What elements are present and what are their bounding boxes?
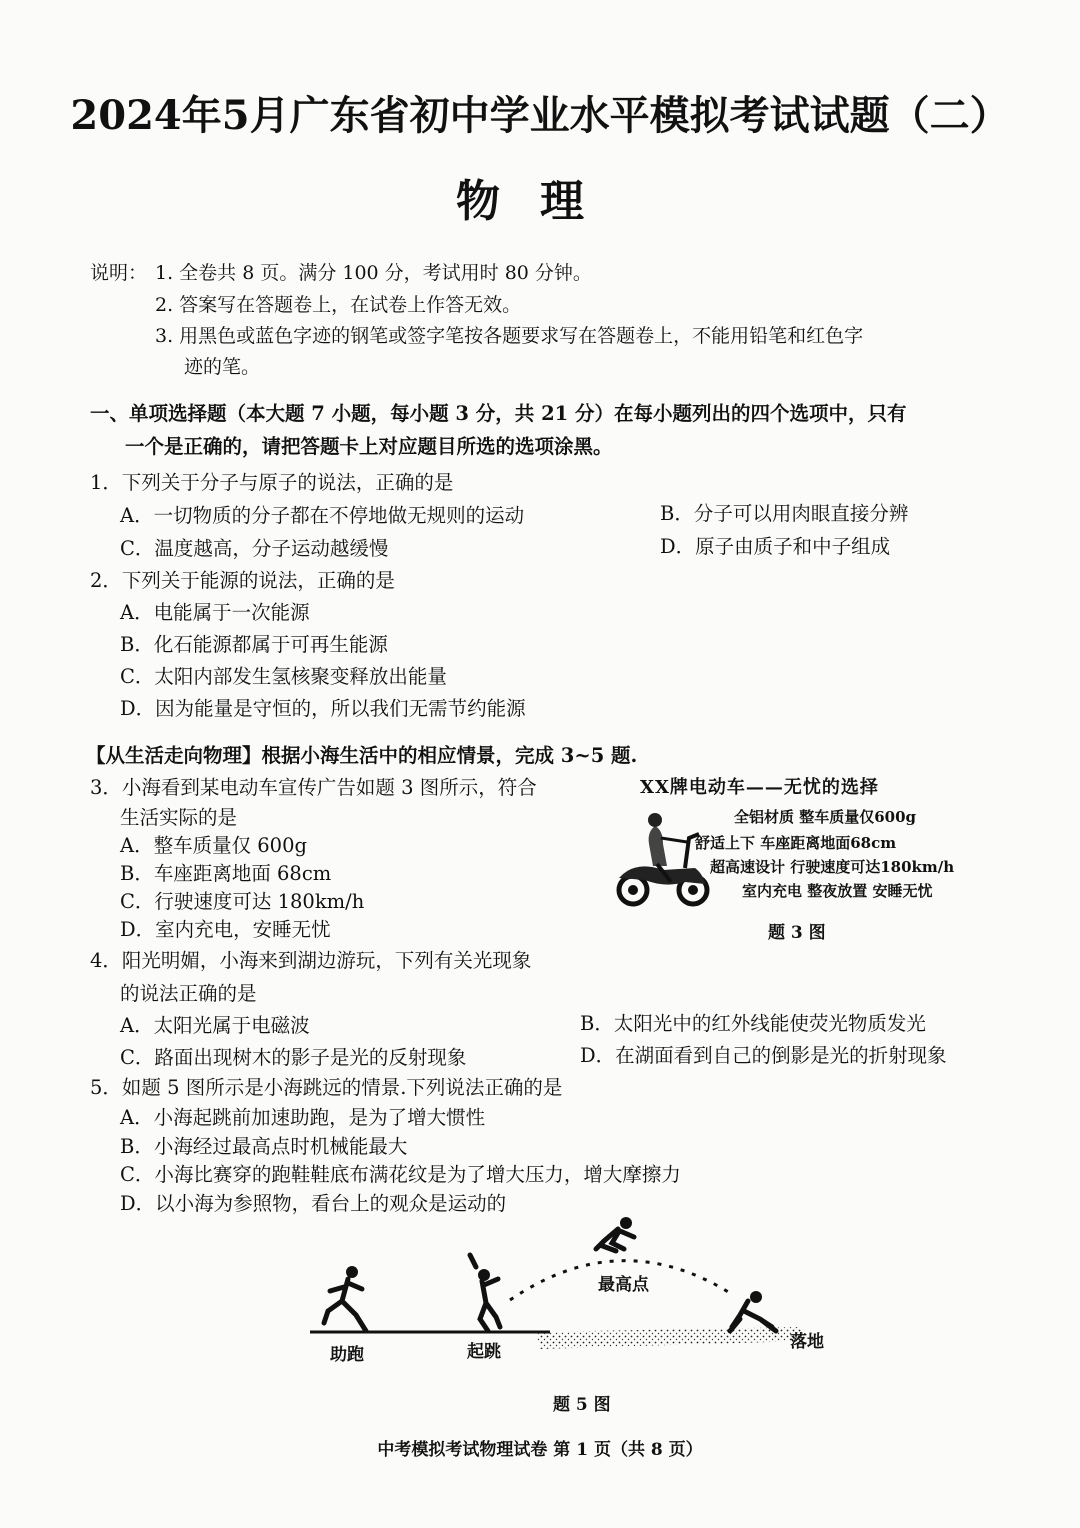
airborne-figure <box>596 1217 634 1251</box>
instruction-3: 3. 用黑色或蓝色字迹的钢笔或签字笔按各题要求写在答题卷上，不能用铅笔和红色字 <box>155 325 864 347</box>
section-1-heading-cont: 一个是正确的，请把答题卡上对应题目所选的选项涂黑。 <box>125 435 613 458</box>
section-1-heading: 一、单项选择题（本大题 7 小题，每小题 3 分，共 21 分）在每小题列出的四个选项中，只有 <box>90 402 907 425</box>
context-heading: 【从生活走向物理】根据小海生活中的相应情景，完成 3~5 题. <box>86 744 638 767</box>
ad-title: XX牌电动车——无忧的选择 <box>640 777 879 798</box>
ad-line-3: 超高速设计 行驶速度可达180km/h <box>710 858 955 876</box>
q2-option-a: A．电能属于一次能源 <box>120 601 310 624</box>
runner-figure <box>324 1266 366 1331</box>
q2-option-d: D．因为能量是守恒的，所以我们无需节约能源 <box>120 697 526 720</box>
q1-option-d: D．原子由质子和中子组成 <box>660 535 891 558</box>
landing-figure <box>730 1291 776 1331</box>
q4-option-b: B．太阳光中的红外线能使荧光物质发光 <box>580 1012 926 1035</box>
q4-option-d: D．在湖面看到自己的倒影是光的折射现象 <box>580 1044 947 1067</box>
instruction-3-cont: 迹的笔。 <box>184 356 261 378</box>
ad-line-1: 全铝材质 整车质量仅600g <box>734 808 917 826</box>
q5-option-d: D．以小海为参照物，看台上的观众是运动的 <box>120 1192 507 1215</box>
scooter-rider-illustration <box>605 808 715 908</box>
q1-stem: 1．下列关于分子与原子的说法，正确的是 <box>90 471 454 494</box>
subject-title: 物理 <box>456 176 624 227</box>
ad-line-2: 舒适上下 车座距离地面68cm <box>695 834 897 852</box>
q2-option-b: B．化石能源都属于可再生能源 <box>120 633 388 656</box>
q2-stem: 2．下列关于能源的说法，正确的是 <box>90 569 395 592</box>
q4-stem: 4．阳光明媚，小海来到湖边游玩，下列有关光现象 <box>90 949 532 972</box>
q4-option-c: C．路面出现树木的影子是光的反射现象 <box>120 1046 467 1069</box>
label-takeoff: 起跳 <box>467 1342 501 1362</box>
q1-option-a: A．一切物质的分子都在不停地做无规则的运动 <box>120 504 525 527</box>
q3-option-c: C．行驶速度可达 180km/h <box>120 890 365 913</box>
fig3-caption: 题 3 图 <box>768 923 826 943</box>
q3-option-b: B．车座距离地面 68cm <box>120 862 332 885</box>
q5-option-a: A．小海起跳前加速助跑，是为了增大惯性 <box>120 1106 486 1129</box>
q3-option-d: D．室内充电，安睡无忧 <box>120 918 331 941</box>
instruction-2: 2. 答案写在答题卷上，在试卷上作答无效。 <box>155 294 522 316</box>
q5-stem: 5．如题 5 图所示是小海跳远的情景.下列说法正确的是 <box>90 1076 563 1099</box>
fig5-caption: 题 5 图 <box>553 1395 611 1415</box>
q1-option-b: B．分子可以用肉眼直接分辨 <box>660 502 909 525</box>
q3-stem-cont: 生活实际的是 <box>120 806 238 829</box>
label-landing: 落地 <box>790 1332 824 1352</box>
q4-option-a: A．太阳光属于电磁波 <box>120 1014 310 1037</box>
q2-option-c: C．太阳内部发生氢核聚变释放出能量 <box>120 665 447 688</box>
takeoff-figure <box>470 1255 500 1331</box>
exam-title: 2024年5月广东省初中学业水平模拟考试试题（二） <box>70 92 1010 139</box>
instruction-1: 1. 全卷共 8 页。满分 100 分，考试用时 80 分钟。 <box>155 262 592 284</box>
q4-stem-cont: 的说法正确的是 <box>120 982 257 1005</box>
label-peak: 最高点 <box>598 1275 649 1295</box>
q5-option-b: B．小海经过最高点时机械能最大 <box>120 1135 408 1158</box>
q3-stem: 3．小海看到某电动车宣传广告如题 3 图所示，符合 <box>90 776 537 799</box>
long-jump-illustration <box>300 1215 840 1365</box>
label-run: 助跑 <box>330 1345 364 1365</box>
ad-line-4: 室内充电 整夜放置 安睡无忧 <box>742 882 933 900</box>
page-footer: 中考模拟考试物理试卷 第 1 页（共 8 页） <box>377 1440 703 1460</box>
instructions-label: 说明： <box>90 262 148 284</box>
q5-option-c: C．小海比赛穿的跑鞋鞋底布满花纹是为了增大压力，增大摩擦力 <box>120 1163 681 1186</box>
q3-option-a: A．整车质量仅 600g <box>120 834 307 857</box>
q1-option-c: C．温度越高，分子运动越缓慢 <box>120 537 389 560</box>
